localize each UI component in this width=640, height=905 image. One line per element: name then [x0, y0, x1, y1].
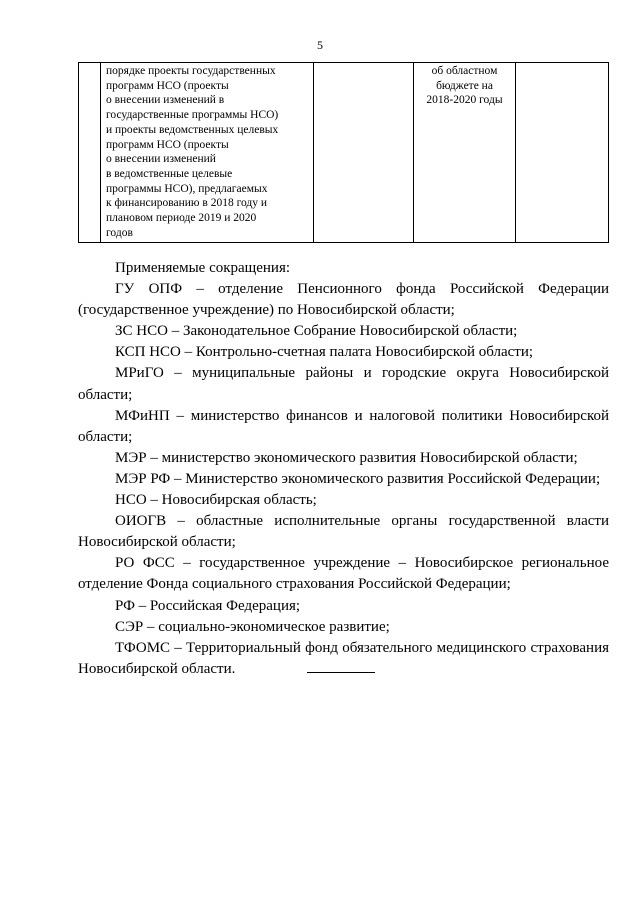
table-cell-description — [101, 63, 314, 243]
description-line: программ НСО (проекты — [106, 79, 229, 92]
description-line: государственные программы НСО) — [106, 109, 279, 122]
budget-line: об областном — [431, 65, 498, 77]
description-line: о внесении изменений в — [106, 94, 225, 107]
description-line: в ведомственные целевые — [106, 167, 233, 180]
table-cell-budget — [414, 63, 516, 243]
description-line: годов — [106, 226, 133, 239]
description-line: программы НСО), предлагаемых — [106, 182, 268, 195]
continuation-table — [78, 62, 609, 243]
abbreviation-item: МЭР – министерство экономического развития Новосибирской области; — [115, 449, 578, 466]
abbreviation-item: СЭР – социально-экономическое развитие; — [115, 618, 390, 635]
abbreviation-item: МРиГО – муниципальные районы и городские округа Новосибирской области; — [78, 365, 609, 403]
abbreviation-item: КСП НСО – Контрольно-счетная палата Новосибирской области; — [115, 344, 534, 361]
description-line: о внесении изменений — [106, 153, 216, 166]
description-line: порядке проекты государственных — [106, 65, 276, 77]
budget-line: 2018-2020 годы — [426, 94, 503, 107]
budget-line: бюджете на — [436, 79, 493, 92]
table-cell-number — [79, 63, 101, 243]
abbreviations-section — [78, 258, 609, 680]
page-number: 5 — [317, 38, 323, 52]
table-cell-empty — [516, 63, 609, 243]
description-line: плановом периоде 2019 и 2020 — [106, 212, 257, 225]
abbreviation-item: МФиНП – министерство финансов и налоговой политики Новосибирской области; — [78, 407, 609, 445]
table-row — [79, 63, 609, 243]
abbreviation-item: ГУ ОПФ – отделение Пенсионного фонда Российской Федерации (государственное учреждение) по Новосибирской области; — [78, 281, 609, 319]
abbreviations-heading: Применяемые сокращения: — [115, 260, 291, 276]
abbreviation-item: НСО – Новосибирская область; — [115, 492, 317, 509]
abbreviation-item: ОИОГВ – областные исполнительные органы государственной власти Новосибирской области; — [78, 513, 609, 551]
description-line: программ НСО (проекты — [106, 138, 229, 151]
abbreviation-item: ТФОМС – Территориальный фонд обязательного медицинского страхования Новосибирской области. — [78, 639, 609, 677]
abbreviation-item: ЗС НСО – Законодательное Собрание Новосибирской области; — [115, 323, 518, 340]
abbreviation-item: РО ФСС – государственное учреждение – Новосибирское региональное отделение Фонда социального страхования Российской Федерации; — [78, 555, 609, 593]
abbreviation-item: МЭР РФ – Министерство экономического развития Российской Федерации; — [115, 470, 601, 487]
end-of-document-rule — [307, 672, 375, 673]
description-line: к финансированию в 2018 году и — [106, 197, 268, 210]
description-line: и проекты ведомственных целевых — [106, 123, 279, 136]
table-cell-empty — [314, 63, 414, 243]
abbreviation-item: РФ – Российская Федерация; — [115, 597, 301, 614]
